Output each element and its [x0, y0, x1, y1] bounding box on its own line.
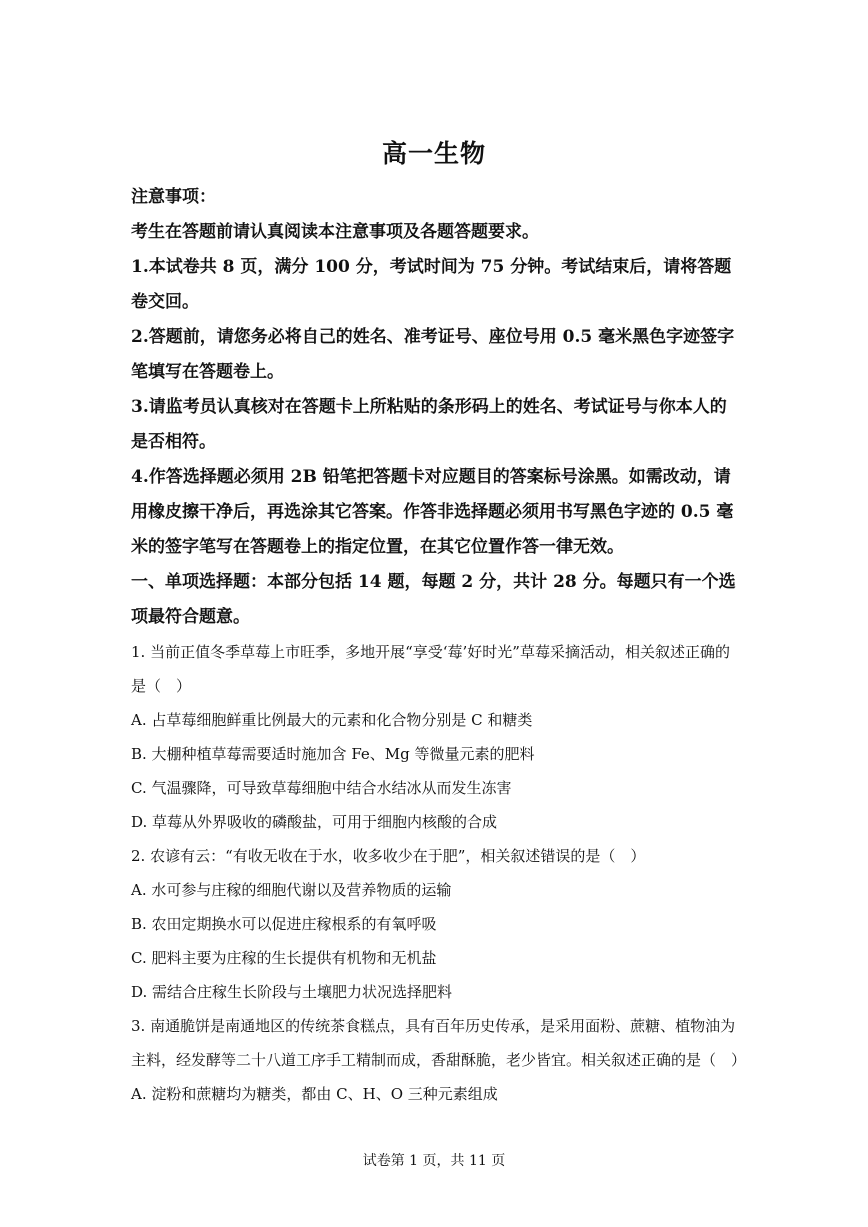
question-3 [131, 1009, 747, 1111]
page-footer: 试卷第 1 页，共 11 页 [362, 1153, 506, 1169]
question-stem: 3. 南通脆饼是南通地区的传统茶食糕点，具有百年历史传承，是采用面粉、蔗糖、植物油为主料，经发酵等二十八道工序手工精制而成，香甜酥脆，老少皆宜。相关叙述正确的是（ ） [131, 1017, 747, 1069]
question-option: C. 肥料主要为庄稼的生长提供有机物和无机盐 [131, 949, 437, 967]
question-option: A. 占草莓细胞鲜重比例最大的元素和化合物分别是 C 和糖类 [131, 711, 533, 729]
question-option: D. 需结合庄稼生长阶段与土壤肥力状况选择肥料 [131, 983, 453, 1001]
notice-item: 4.作答选择题必须用 2B 铅笔把答题卡对应题目的答案标号涂黑。如需改动，请用橡皮擦干净后，再选涂其它答案。作答非选择题必须用书写黑色字迹的 0.5 毫米的签字笔写在答题卷上的指定位置，在其它位置作答一律无效。 [131, 467, 734, 557]
question-option: B. 大棚种植草莓需要适时施加含 Fe、Mg 等微量元素的肥料 [131, 745, 535, 763]
question-stem: 1. 当前正值冬季草莓上市旺季，多地开展“享受‘莓’好时光”草莓采摘活动，相关叙述正确的是（ ） [131, 643, 730, 695]
question-option: C. 气温骤降，可导致草莓细胞中结合水结冰从而发生冻害 [131, 779, 512, 797]
question-stem: 2. 农谚有云：“有收无收在于水，收多收少在于肥”，相关叙述错误的是（ ） [131, 847, 646, 865]
question-option: A. 水可参与庄稼的细胞代谢以及营养物质的运输 [131, 881, 452, 899]
section-heading: 一、单项选择题：本部分包括 14 题，每题 2 分，共计 28 分。每题只有一个选项最符合题意。 [131, 572, 736, 627]
notice-intro: 考生在答题前请认真阅读本注意事项及各题答题要求。 [131, 222, 539, 242]
question-option: A. 淀粉和蔗糖均为糖类，都由 C、H、O 三种元素组成 [131, 1085, 498, 1103]
notice-item: 2.答题前，请您务必将自己的姓名、准考证号、座位号用 0.5 毫米黑色字迹签字笔填写在答题卷上。 [131, 327, 735, 382]
page-title: 高一生物 [381, 139, 486, 168]
question-2 [131, 839, 739, 1009]
page-content [131, 180, 747, 1111]
notice-item: 3.请监考员认真核对在答题卡上所粘贴的条形码上的姓名、考试证号与你本人的是否相符。 [131, 397, 727, 452]
question-option: B. 农田定期换水可以促进庄稼根系的有氧呼吸 [131, 915, 437, 933]
notice-heading: 注意事项： [131, 187, 216, 207]
notice-item: 1.本试卷共 8 页，满分 100 分，考试时间为 75 分钟。考试结束后，请将答题卷交回。 [131, 257, 732, 312]
question-option: D. 草莓从外界吸收的磷酸盐，可用于细胞内核酸的合成 [131, 813, 498, 831]
question-1 [131, 635, 739, 839]
